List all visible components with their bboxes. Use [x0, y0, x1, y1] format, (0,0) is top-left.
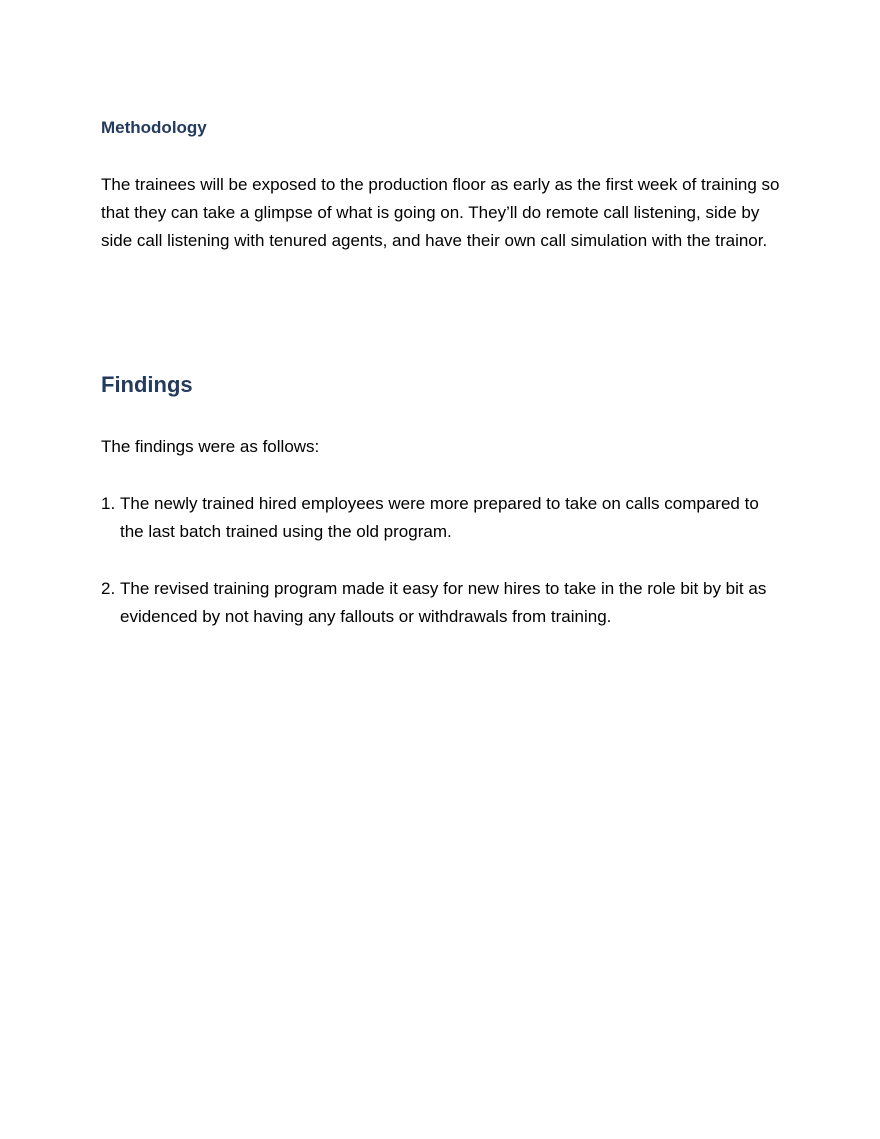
list-item: [101, 575, 781, 631]
list-item-number: 1.: [101, 494, 116, 513]
methodology-heading: Methodology: [101, 118, 207, 137]
findings-heading: Findings: [101, 372, 193, 397]
methodology-paragraph: The trainees will be exposed to the production floor as early as the first week of training so that they can take a glimpse of what is going on. They’ll do remote call listening, side by side call listening with tenured agents, and have their own call simulation with the trainor.: [101, 175, 780, 250]
list-item-text: The newly trained hired employees were more prepared to take on calls compared to the last batch trained using the old program.: [120, 494, 759, 541]
list-item-number: 2.: [101, 579, 116, 598]
findings-intro: The findings were as follows:: [101, 437, 320, 456]
list-item: [101, 490, 781, 546]
list-item-text: The revised training program made it easy for new hires to take in the role bit by bit as evidenced by not having any fallouts or withdrawals from training.: [120, 579, 767, 626]
